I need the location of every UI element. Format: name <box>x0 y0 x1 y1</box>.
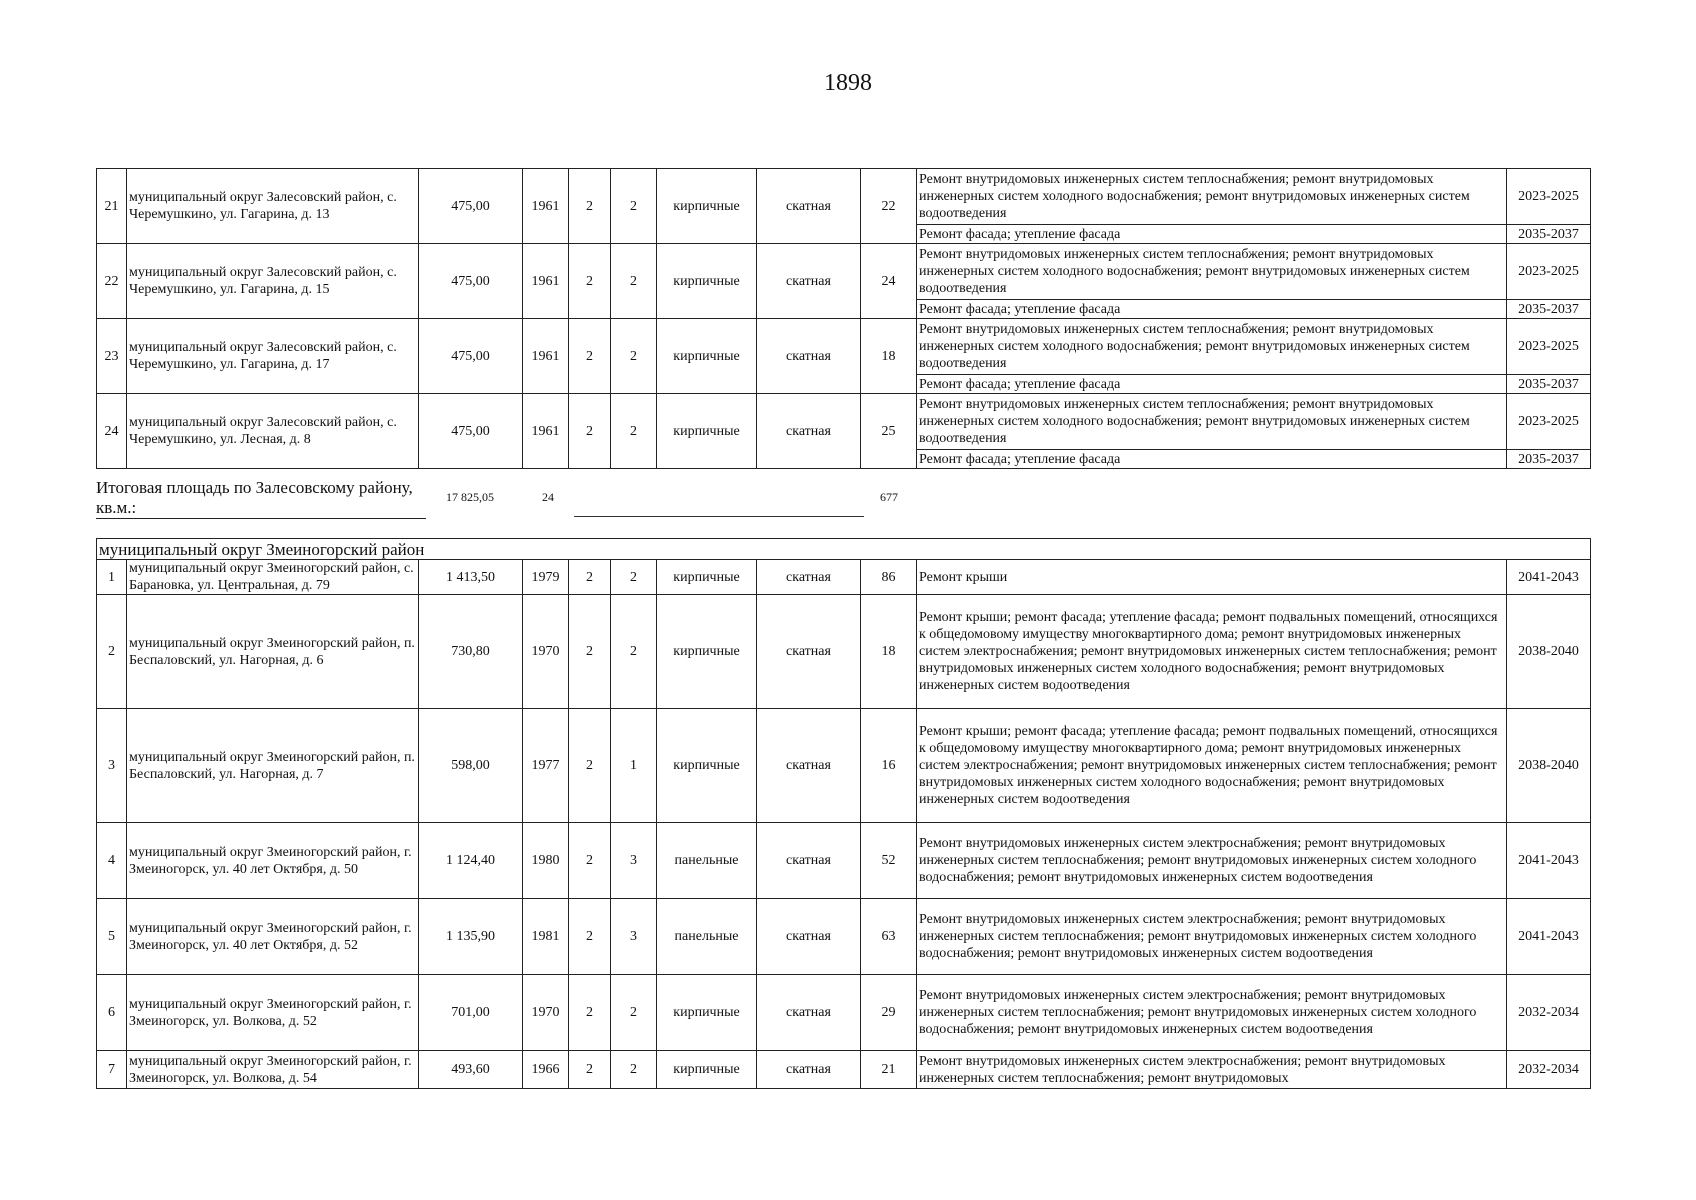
year-cell: 1977 <box>523 709 569 823</box>
walls-cell: кирпичные <box>657 560 757 595</box>
floors-cell: 2 <box>569 394 611 469</box>
area-cell: 1 124,40 <box>419 823 523 899</box>
table-row <box>97 319 1591 375</box>
table-row <box>97 560 1591 595</box>
flats-cell: 18 <box>861 319 917 394</box>
roof-cell: скатная <box>757 709 861 823</box>
year-cell: 1970 <box>523 975 569 1051</box>
works-cell: Ремонт внутридомовых инженерных систем теплоснабжения; ремонт внутридомовых инженерных систем холодного водоснабжения; ремонт внутридомовых инженерных систем водоотведения <box>917 169 1507 225</box>
area-cell: 475,00 <box>419 394 523 469</box>
roof-cell: скатная <box>757 899 861 975</box>
floors-cell: 2 <box>569 709 611 823</box>
address-cell: муниципальный округ Змеиногорский район, г. Змеиногорск, ул. 40 лет Октября, д. 50 <box>127 823 419 899</box>
roof-cell: скатная <box>757 975 861 1051</box>
area-cell: 701,00 <box>419 975 523 1051</box>
works-cell: Ремонт фасада; утепление фасада <box>917 375 1507 394</box>
year-cell: 1970 <box>523 595 569 709</box>
walls-cell: кирпичные <box>657 319 757 394</box>
entrances-cell: 3 <box>611 899 657 975</box>
row-number: 21 <box>97 169 127 244</box>
works-cell: Ремонт фасада; утепление фасада <box>917 450 1507 469</box>
flats-cell: 22 <box>861 169 917 244</box>
year-cell: 1961 <box>523 394 569 469</box>
works-cell: Ремонт крыши; ремонт фасада; утепление фасада; ремонт подвальных помещений, относящихся к общедомовому имуществу многоквартирного дома; ремонт внутридомовых инженерных систем электроснабжения; ремонт внутридомовых инженерных систем теплоснабжения; ремонт внутридомовых инженерных систем холодного водоснабжения; ремонт внутридомовых инженерных систем водоотведения <box>917 709 1507 823</box>
row-number: 24 <box>97 394 127 469</box>
flats-cell: 25 <box>861 394 917 469</box>
district-header-row <box>97 539 1591 560</box>
area-cell: 475,00 <box>419 169 523 244</box>
table-row <box>97 709 1591 823</box>
area-cell: 493,60 <box>419 1051 523 1089</box>
walls-cell: кирпичные <box>657 244 757 319</box>
year-cell: 1979 <box>523 560 569 595</box>
flats-cell: 24 <box>861 244 917 319</box>
roof-cell: скатная <box>757 319 861 394</box>
period-cell: 2041-2043 <box>1507 560 1591 595</box>
entrances-cell: 2 <box>611 560 657 595</box>
row-number: 23 <box>97 319 127 394</box>
entrances-cell: 2 <box>611 595 657 709</box>
district-name: муниципальный округ Змеиногорский район <box>97 539 1591 560</box>
table-row <box>97 975 1591 1051</box>
works-cell: Ремонт внутридомовых инженерных систем электроснабжения; ремонт внутридомовых инженерных систем теплоснабжения; ремонт внутридомовых инженерных систем холодного водоснабжения; ремонт внутридомовых инженерных систем водоотведения <box>917 975 1507 1051</box>
table-row <box>97 823 1591 899</box>
roof-cell: скатная <box>757 560 861 595</box>
roof-cell: скатная <box>757 1051 861 1089</box>
floors-cell: 2 <box>569 319 611 394</box>
table-zalesovsky <box>96 168 1591 469</box>
floors-cell: 2 <box>569 169 611 244</box>
address-cell: муниципальный округ Змеиногорский район, с. Барановка, ул. Центральная, д. 79 <box>127 560 419 595</box>
walls-cell: кирпичные <box>657 169 757 244</box>
works-cell: Ремонт крыши; ремонт фасада; утепление фасада; ремонт подвальных помещений, относящихся к общедомовому имуществу многоквартирного дома; ремонт внутридомовых инженерных систем электроснабжения; ремонт внутридомовых инженерных систем теплоснабжения; ремонт внутридомовых инженерных систем холодного водоснабжения; ремонт внутридомовых инженерных систем водоотведения <box>917 595 1507 709</box>
table-zmeinogorsky <box>96 538 1591 1089</box>
roof-cell: скатная <box>757 595 861 709</box>
row-number: 7 <box>97 1051 127 1089</box>
walls-cell: панельные <box>657 823 757 899</box>
flats-cell: 63 <box>861 899 917 975</box>
walls-cell: кирпичные <box>657 595 757 709</box>
period-cell: 2035-2037 <box>1507 450 1591 469</box>
works-cell: Ремонт крыши <box>917 560 1507 595</box>
flats-cell: 16 <box>861 709 917 823</box>
table-row <box>97 899 1591 975</box>
period-cell: 2023-2025 <box>1507 394 1591 450</box>
flats-cell: 21 <box>861 1051 917 1089</box>
row-number: 22 <box>97 244 127 319</box>
period-cell: 2035-2037 <box>1507 375 1591 394</box>
roof-cell: скатная <box>757 823 861 899</box>
area-cell: 1 413,50 <box>419 560 523 595</box>
roof-cell: скатная <box>757 394 861 469</box>
entrances-cell: 1 <box>611 709 657 823</box>
flats-cell: 18 <box>861 595 917 709</box>
totals-flats: 677 <box>880 490 898 504</box>
row-number: 5 <box>97 899 127 975</box>
area-cell: 598,00 <box>419 709 523 823</box>
address-cell: муниципальный округ Залесовский район, с. Черемушкино, ул. Гагарина, д. 13 <box>127 169 419 244</box>
row-number: 6 <box>97 975 127 1051</box>
table-row <box>97 1051 1591 1089</box>
walls-cell: кирпичные <box>657 975 757 1051</box>
entrances-cell: 2 <box>611 319 657 394</box>
area-cell: 475,00 <box>419 244 523 319</box>
floors-cell: 2 <box>569 899 611 975</box>
entrances-cell: 3 <box>611 823 657 899</box>
flats-cell: 52 <box>861 823 917 899</box>
period-cell: 2035-2037 <box>1507 300 1591 319</box>
table-row <box>97 244 1591 300</box>
area-cell: 730,80 <box>419 595 523 709</box>
works-cell: Ремонт внутридомовых инженерных систем электроснабжения; ремонт внутридомовых инженерных систем теплоснабжения; ремонт внутридомовых инженерных систем холодного водоснабжения; ремонт внутридомовых инженерных систем водоотведения <box>917 899 1507 975</box>
year-cell: 1981 <box>523 899 569 975</box>
totals-label: Итоговая площадь по Залесовскому району, кв.м.: <box>96 478 426 519</box>
period-cell: 2041-2043 <box>1507 823 1591 899</box>
table-row <box>97 169 1591 225</box>
table-row <box>97 394 1591 450</box>
address-cell: муниципальный округ Змеиногорский район, г. Змеиногорск, ул. Волкова, д. 54 <box>127 1051 419 1089</box>
row-number: 3 <box>97 709 127 823</box>
period-cell: 2038-2040 <box>1507 595 1591 709</box>
works-cell: Ремонт фасада; утепление фасада <box>917 300 1507 319</box>
address-cell: муниципальный округ Залесовский район, с. Черемушкино, ул. Лесная, д. 8 <box>127 394 419 469</box>
floors-cell: 2 <box>569 595 611 709</box>
floors-cell: 2 <box>569 244 611 319</box>
totals-underline <box>574 516 864 517</box>
address-cell: муниципальный округ Залесовский район, с. Черемушкино, ул. Гагарина, д. 15 <box>127 244 419 319</box>
page-number: 1898 <box>824 70 872 96</box>
zalesovsky-rows <box>97 169 1591 469</box>
totals-area: 17 825,05 <box>446 490 494 504</box>
works-cell: Ремонт внутридомовых инженерных систем теплоснабжения; ремонт внутридомовых инженерных систем холодного водоснабжения; ремонт внутридомовых инженерных систем водоотведения <box>917 394 1507 450</box>
flats-cell: 29 <box>861 975 917 1051</box>
table-row <box>97 595 1591 709</box>
flats-cell: 86 <box>861 560 917 595</box>
address-cell: муниципальный округ Змеиногорский район, г. Змеиногорск, ул. 40 лет Октября, д. 52 <box>127 899 419 975</box>
walls-cell: кирпичные <box>657 394 757 469</box>
walls-cell: кирпичные <box>657 709 757 823</box>
works-cell: Ремонт фасада; утепление фасада <box>917 225 1507 244</box>
period-cell: 2023-2025 <box>1507 169 1591 225</box>
year-cell: 1961 <box>523 244 569 319</box>
period-cell: 2023-2025 <box>1507 319 1591 375</box>
period-cell: 2035-2037 <box>1507 225 1591 244</box>
floors-cell: 2 <box>569 823 611 899</box>
roof-cell: скатная <box>757 244 861 319</box>
period-cell: 2032-2034 <box>1507 1051 1591 1089</box>
address-cell: муниципальный округ Змеиногорский район, п. Беспаловский, ул. Нагорная, д. 6 <box>127 595 419 709</box>
address-cell: муниципальный округ Залесовский район, с. Черемушкино, ул. Гагарина, д. 17 <box>127 319 419 394</box>
works-cell: Ремонт внутридомовых инженерных систем электроснабжения; ремонт внутридомовых инженерных систем теплоснабжения; ремонт внутридомовых <box>917 1051 1507 1089</box>
year-cell: 1980 <box>523 823 569 899</box>
period-cell: 2041-2043 <box>1507 899 1591 975</box>
entrances-cell: 2 <box>611 975 657 1051</box>
year-cell: 1961 <box>523 319 569 394</box>
roof-cell: скатная <box>757 169 861 244</box>
entrances-cell: 2 <box>611 169 657 244</box>
area-cell: 1 135,90 <box>419 899 523 975</box>
period-cell: 2032-2034 <box>1507 975 1591 1051</box>
floors-cell: 2 <box>569 975 611 1051</box>
period-cell: 2023-2025 <box>1507 244 1591 300</box>
works-cell: Ремонт внутридомовых инженерных систем теплоснабжения; ремонт внутридомовых инженерных систем холодного водоснабжения; ремонт внутридомовых инженерных систем водоотведения <box>917 319 1507 375</box>
row-number: 1 <box>97 560 127 595</box>
period-cell: 2038-2040 <box>1507 709 1591 823</box>
floors-cell: 2 <box>569 560 611 595</box>
entrances-cell: 2 <box>611 244 657 319</box>
address-cell: муниципальный округ Змеиногорский район, г. Змеиногорск, ул. Волкова, д. 52 <box>127 975 419 1051</box>
totals-block <box>96 478 1096 518</box>
year-cell: 1961 <box>523 169 569 244</box>
address-cell: муниципальный округ Змеиногорский район, п. Беспаловский, ул. Нагорная, д. 7 <box>127 709 419 823</box>
walls-cell: панельные <box>657 899 757 975</box>
works-cell: Ремонт внутридомовых инженерных систем теплоснабжения; ремонт внутридомовых инженерных систем холодного водоснабжения; ремонт внутридомовых инженерных систем водоотведения <box>917 244 1507 300</box>
zmeinogorsky-rows <box>97 539 1591 1089</box>
row-number: 2 <box>97 595 127 709</box>
floors-cell: 2 <box>569 1051 611 1089</box>
entrances-cell: 2 <box>611 394 657 469</box>
entrances-cell: 2 <box>611 1051 657 1089</box>
works-cell: Ремонт внутридомовых инженерных систем электроснабжения; ремонт внутридомовых инженерных систем теплоснабжения; ремонт внутридомовых инженерных систем холодного водоснабжения; ремонт внутридомовых инженерных систем водоотведения <box>917 823 1507 899</box>
year-cell: 1966 <box>523 1051 569 1089</box>
area-cell: 475,00 <box>419 319 523 394</box>
walls-cell: кирпичные <box>657 1051 757 1089</box>
totals-count: 24 <box>542 490 554 504</box>
row-number: 4 <box>97 823 127 899</box>
